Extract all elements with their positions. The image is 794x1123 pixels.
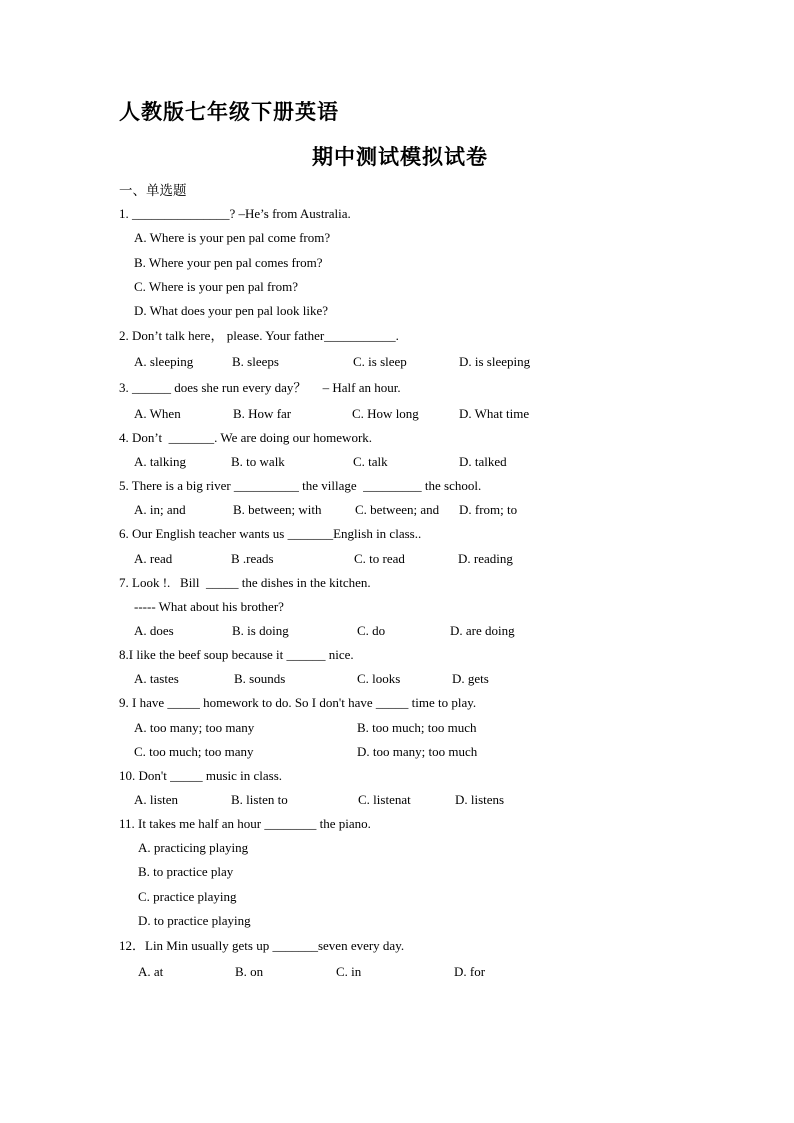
question-stem: 2. Don’t talk here， please. Your father___________.: [119, 328, 399, 343]
option-b: B. How far: [233, 406, 292, 421]
option-a: A. Where is your pen pal come from?: [134, 230, 331, 245]
option-d: D. reading: [458, 551, 513, 566]
option-c: C. to read: [354, 551, 405, 566]
option-a: A. tastes: [134, 671, 179, 686]
option-c: C. listenat: [358, 792, 411, 807]
option-d: D. from; to: [459, 502, 518, 517]
option-d: D. talked: [459, 454, 507, 469]
option-b: B. to walk: [231, 454, 285, 469]
section-heading: 一、单选题: [119, 183, 187, 199]
option-d: D. are doing: [450, 623, 515, 638]
option-d: D. What time: [459, 406, 530, 421]
option-d: D. is sleeping: [459, 354, 531, 369]
question-stem: 6. Our English teacher wants us _______English in class..: [119, 526, 422, 541]
question-stem: 10. Don't _____ music in class.: [119, 768, 283, 783]
option-a: A. practicing playing: [138, 840, 249, 855]
question-stem: 3. ______ does she run every day？ – Half an hour.: [119, 380, 401, 395]
option-b: B. sounds: [234, 671, 286, 686]
option-b: B. listen to: [231, 792, 288, 807]
option-b: B. on: [235, 964, 264, 979]
option-a: A. sleeping: [134, 354, 194, 369]
option-c: C. Where is your pen pal from?: [134, 279, 299, 294]
option-c: C. practice playing: [138, 889, 237, 904]
option-a: A. When: [134, 406, 181, 421]
option-b: B. between; with: [233, 502, 322, 517]
option-c: C. do: [357, 623, 386, 638]
document-subtitle: 期中测试模拟试卷: [312, 144, 488, 169]
option-a: A. does: [134, 623, 174, 638]
question-stem: 5. There is a big river __________ the village _________ the school.: [119, 478, 482, 493]
option-c: C. between; and: [355, 502, 440, 517]
question-stem: 11. It takes me half an hour ________ the piano.: [119, 816, 371, 831]
option-a: A. talking: [134, 454, 186, 469]
option-b: B .reads: [231, 551, 274, 566]
option-b: B. to practice play: [138, 864, 234, 879]
option-a: A. too many; too many: [134, 720, 255, 735]
option-c: C. in: [336, 964, 362, 979]
option-b: B. Where your pen pal comes from?: [134, 255, 323, 270]
question-stem: 12．Lin Min usually gets up _______seven every day.: [119, 938, 405, 953]
option-a: A. listen: [134, 792, 179, 807]
option-c: C. How long: [352, 406, 419, 421]
question-stem: 1. _______________? –He’s from Australia.: [119, 206, 351, 221]
question-stem: 7. Look !. Bill _____ the dishes in the kitchen.: [119, 575, 371, 590]
question-stem: 9. I have _____ homework to do. So I don't have _____ time to play.: [119, 695, 477, 710]
option-c: C. is sleep: [353, 354, 407, 369]
option-a: A. in; and: [134, 502, 186, 517]
option-c: C. talk: [353, 454, 388, 469]
option-c: C. too much; too many: [134, 744, 254, 759]
option-d: D. for: [454, 964, 486, 979]
option-a: A. read: [134, 551, 173, 566]
option-a: A. at: [138, 964, 164, 979]
option-d: D. to practice playing: [138, 913, 251, 928]
option-d: D. too many; too much: [357, 744, 478, 759]
option-b: B. sleeps: [232, 354, 279, 369]
option-d: D. gets: [452, 671, 489, 686]
question-stem: 4. Don’t _______. We are doing our homework.: [119, 430, 373, 445]
document-title: 人教版七年级下册英语: [119, 99, 339, 124]
option-b: B. too much; too much: [357, 720, 477, 735]
question-stem-continued: ----- What about his brother?: [134, 599, 284, 614]
question-stem: 8.I like the beef soup because it ______ nice.: [119, 647, 354, 662]
option-d: D. listens: [455, 792, 505, 807]
option-c: C. looks: [357, 671, 401, 686]
option-b: B. is doing: [232, 623, 289, 638]
option-d: D. What does your pen pal look like?: [134, 303, 328, 318]
